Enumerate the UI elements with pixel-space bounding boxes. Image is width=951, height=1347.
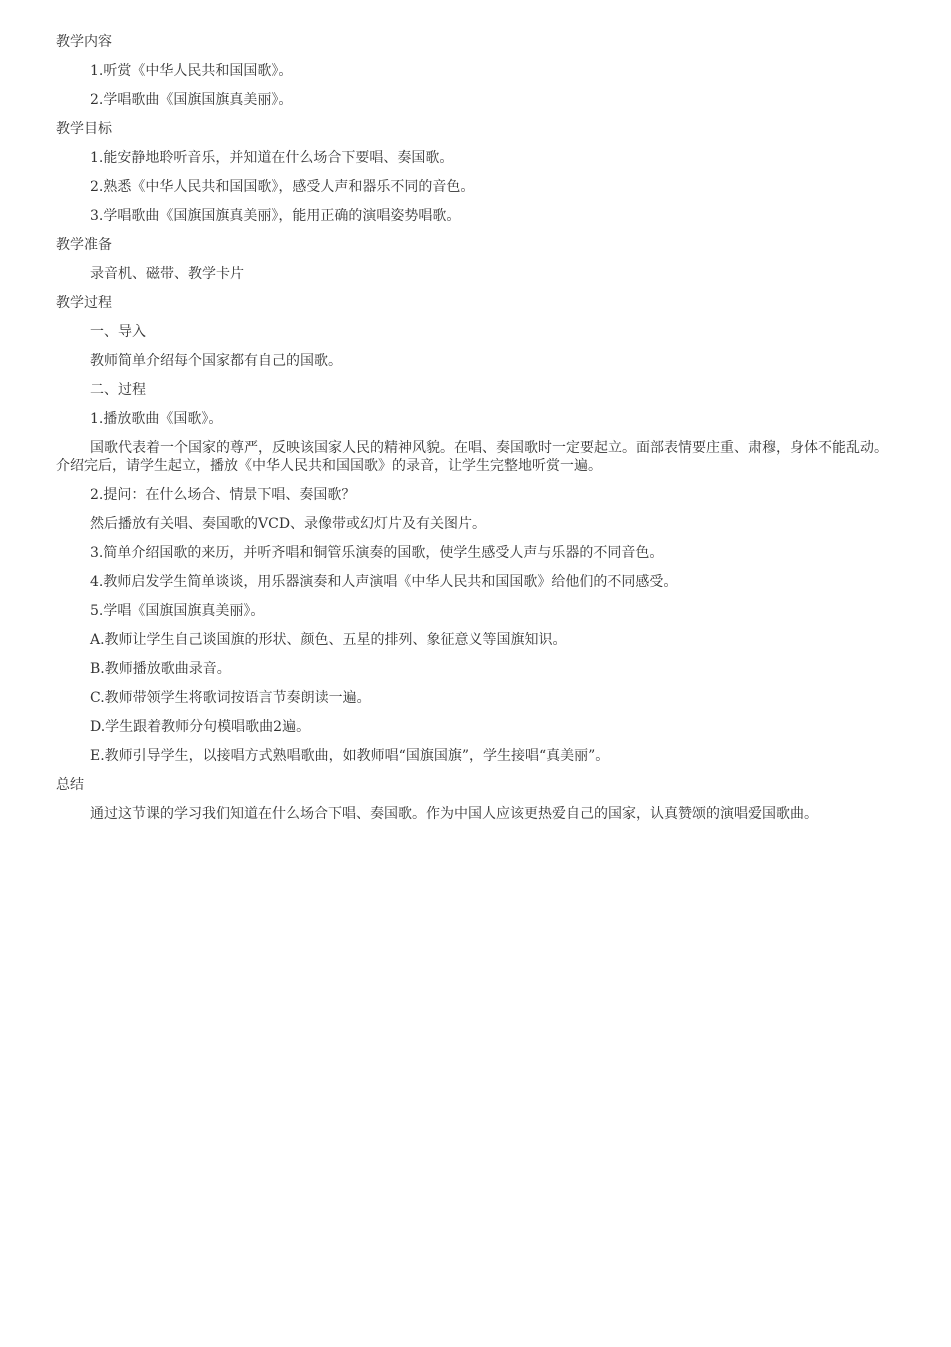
paragraph: 国歌代表着一个国家的尊严，反映该国家人民的精神风貌。在唱、奏国歌时一定要起立。面部表情要庄重、肃穆，身体不能乱动。介绍完后，请学生起立，播放《中华人民共和国国歌》的录音，让学生完整地听赏一遍。 xyxy=(56,440,888,474)
paragraph: 4.教师启发学生简单谈谈，用乐器演奏和人声演唱《中华人民共和国国歌》给他们的不同感受。 xyxy=(90,574,678,590)
paragraph: 3.学唱歌曲《国旗国旗真美丽》，能用正确的演唱姿势唱歌。 xyxy=(90,208,461,224)
paragraph: 2.提问：在什么场合、情景下唱、奏国歌？ xyxy=(90,487,356,503)
paragraph: B.教师播放歌曲录音。 xyxy=(90,661,231,677)
section-process xyxy=(56,283,899,765)
section-heading: 教学准备 xyxy=(56,237,112,253)
paragraph: E.教师引导学生，以接唱方式熟唱歌曲，如教师唱“国旗国旗”，学生接唱“真美丽”。 xyxy=(90,748,610,764)
paragraph: 3.简单介绍国歌的来历，并听齐唱和铜管乐演奏的国歌，使学生感受人声与乐器的不同音色。 xyxy=(90,545,664,561)
paragraph: 一、导入 xyxy=(90,324,146,340)
section-heading: 教学目标 xyxy=(56,121,112,137)
paragraph: 1.听赏《中华人民共和国国歌》。 xyxy=(90,63,293,79)
section-heading: 总结 xyxy=(56,777,84,793)
section-preparation xyxy=(56,225,899,283)
paragraph: 教师简单介绍每个国家都有自己的国歌。 xyxy=(90,353,342,369)
section-heading: 教学过程 xyxy=(56,295,112,311)
section-heading: 教学内容 xyxy=(56,34,112,50)
paragraph: 1.能安静地聆听音乐，并知道在什么场合下要唱、奏国歌。 xyxy=(90,150,454,166)
paragraph: 2.学唱歌曲《国旗国旗真美丽》。 xyxy=(90,92,293,108)
paragraph: 二、过程 xyxy=(90,382,146,398)
paragraph: 2.熟悉《中华人民共和国国歌》，感受人声和器乐不同的音色。 xyxy=(90,179,475,195)
paragraph: 然后播放有关唱、奏国歌的VCD、录像带或幻灯片及有关图片。 xyxy=(90,516,487,532)
section-goals xyxy=(56,109,899,225)
paragraph: 5.学唱《国旗国旗真美丽》。 xyxy=(90,603,265,619)
paragraph: C.教师带领学生将歌词按语言节奏朗读一遍。 xyxy=(90,690,371,706)
section-content xyxy=(56,22,899,109)
section-summary xyxy=(56,765,899,823)
lesson-plan-document xyxy=(56,22,899,823)
paragraph: 1.播放歌曲《国歌》。 xyxy=(90,411,223,427)
paragraph: A.教师让学生自己谈国旗的形状、颜色、五星的排列、象征意义等国旗知识。 xyxy=(90,632,567,648)
paragraph: 通过这节课的学习我们知道在什么场合下唱、奏国歌。作为中国人应该更热爱自己的国家，认真赞颂的演唱爱国歌曲。 xyxy=(90,806,818,822)
paragraph: 录音机、磁带、教学卡片 xyxy=(90,266,244,282)
paragraph: D.学生跟着教师分句模唱歌曲2遍。 xyxy=(90,719,311,735)
